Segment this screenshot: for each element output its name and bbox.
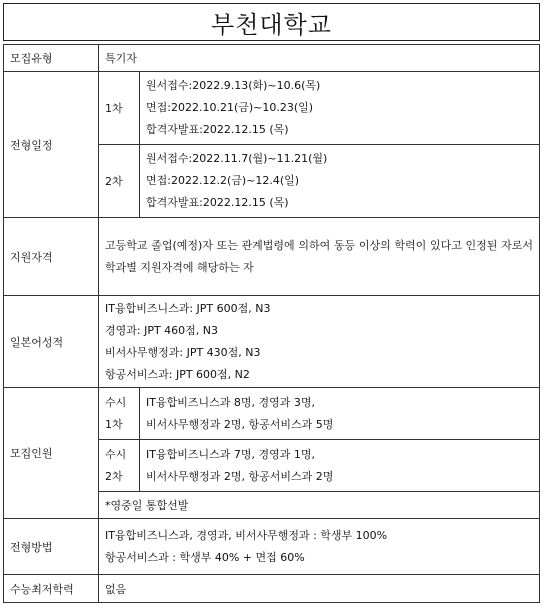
schedule-1-interview: 면접:2022.10.21(금)~10.23(일)	[146, 101, 314, 114]
row-japanese	[4, 296, 540, 388]
schedule-round-1-details	[140, 72, 540, 145]
method-label: 전형방법	[4, 519, 99, 575]
quota-round-1	[99, 388, 140, 440]
schedule-round-1: 1차	[99, 72, 140, 145]
japanese-score-secretary: 비서사무행정과: JPT 430점, N3	[105, 345, 261, 359]
row-qualification	[4, 218, 540, 296]
quota-label: 모집인원	[4, 388, 99, 519]
japanese-score-business: 경영과: JPT 460점, N3	[105, 323, 219, 337]
quota-round-2	[99, 440, 140, 492]
row-min-score	[4, 575, 540, 603]
quota-round-1-number: 1차	[105, 417, 123, 431]
quota-round-2-number: 2차	[105, 469, 123, 483]
quota-round-1-details	[140, 388, 540, 440]
quota-1-line-1: IT융합비즈니스과 8명, 경영과 3명,	[146, 395, 315, 409]
schedule-1-announcement: 합격자발표:2022.12.15 (목)	[146, 123, 289, 136]
schedule-2-application: 원서접수:2022.11.7(월)~11.21(월)	[146, 152, 328, 165]
schedule-2-interview: 면접:2022.12.2(금)~12.4(일)	[146, 174, 300, 187]
schedule-label: 전형일정	[4, 72, 99, 218]
method-line-1: IT융합비즈니스과, 경영과, 비서사무행정과 : 학생부 100%	[105, 528, 388, 542]
schedule-round-2-details	[140, 145, 540, 218]
schedule-1-application: 원서접수:2022.9.13(화)~10.6(목)	[146, 79, 321, 92]
min-score-label: 수능최저학력	[4, 575, 99, 603]
recruit-type-label: 모집유형	[4, 45, 99, 72]
quota-2-line-2: 비서사무행정과 2명, 항공서비스과 2명	[146, 469, 334, 483]
japanese-label: 일본어성적	[4, 296, 99, 388]
recruit-type-value: 특기자	[99, 45, 540, 72]
method-details	[99, 519, 540, 575]
japanese-score-airline: 항공서비스과: JPT 600점, N2	[105, 367, 250, 381]
page-title: 부천대학교	[3, 3, 540, 41]
schedule-round-2: 2차	[99, 145, 140, 218]
quota-2-line-1: IT융합비즈니스과 7명, 경영과 1명,	[146, 447, 315, 461]
row-quota-1	[4, 388, 540, 440]
row-schedule-1	[4, 72, 540, 145]
qualification-label: 지원자격	[4, 218, 99, 296]
row-method	[4, 519, 540, 575]
schedule-2-announcement: 합격자발표:2022.12.15 (목)	[146, 196, 289, 209]
row-recruit-type	[4, 45, 540, 72]
japanese-score-it: IT융합비즈니스과: JPT 600점, N3	[105, 301, 271, 315]
quota-round-2-type: 수시	[105, 447, 127, 461]
japanese-scores	[99, 296, 540, 388]
method-line-2: 항공서비스과 : 학생부 40% + 면접 60%	[105, 550, 305, 564]
quota-round-2-details	[140, 440, 540, 492]
quota-1-line-2: 비서사무행정과 2명, 항공서비스과 5명	[146, 417, 334, 431]
quota-round-1-type: 수시	[105, 395, 127, 409]
quota-note: *영중일 통합선발	[99, 492, 540, 519]
min-score-value: 없음	[99, 575, 540, 603]
qualification-text: 고등학교 졸업(예정)자 또는 관계법령에 의하여 동등 이상의 학력이 있다고 인정된 자로서 학과별 지원자격에 해당하는 자	[99, 218, 540, 296]
admission-table	[3, 44, 540, 603]
